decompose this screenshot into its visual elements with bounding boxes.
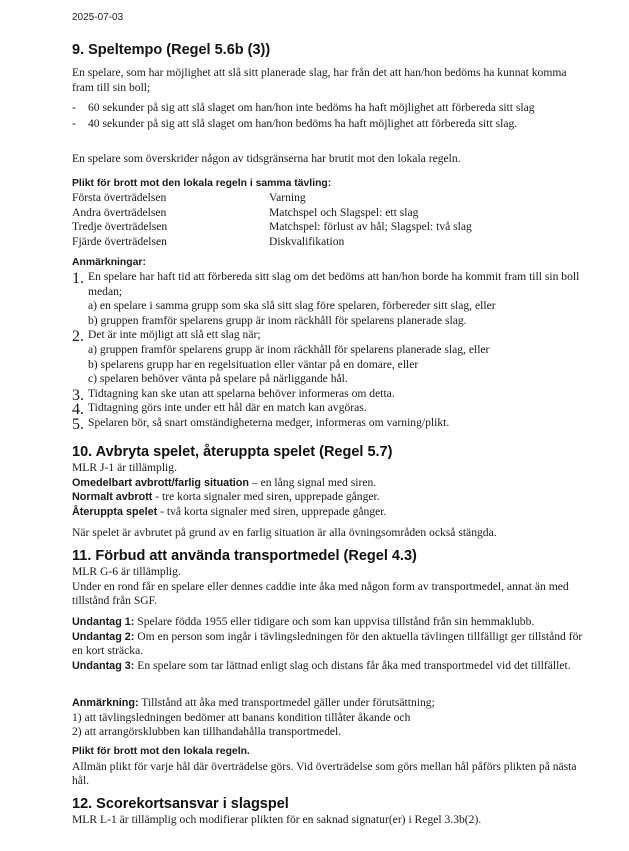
note-subitem: b) spelarens grupp har en regelsituation eller väntar på en domare, eller	[88, 357, 419, 371]
notes-heading: Anmärkningar:	[72, 257, 146, 268]
section-9-bullets	[72, 101, 587, 131]
section-10-body: MLR J-1 är tillämplig. Omedelbart avbrott/farlig situation – en lång signal med siren. Normalt avbrott - tre korta signaler med siren, upprepade gånger. Återuppta spelet - två korta signaler med siren, upprepade gånger.	[72, 461, 387, 518]
bullet-item: - 60 sekunder på sig att slå slaget om han/hon inte bedöms ha haft möjlighet att förbereda sitt slag	[72, 101, 568, 116]
section-10-heading: 10. Avbryta spelet, återuppta spelet (Regel 5.7)	[72, 444, 393, 460]
penalty-row: Andra överträdelsen Matchspel och Slagspel: ett slag	[72, 205, 419, 219]
note-subitem: c) spelaren behöver vänta på spelare på närliggande hål.	[88, 372, 348, 386]
note-item: 2. Det är inte möjligt att slå ett slag när;	[72, 328, 261, 346]
note-subitem: b) gruppen framför spelarens grupp är inom räckhåll för spelarens planerade slag.	[88, 313, 467, 327]
note-subitem: a) en spelare i samma grupp som ska slå sitt slag före spelaren, förbereder sitt slag, eller	[88, 299, 496, 313]
note-item: 5. Spelaren bör, så snart omständigheterna medger, informeras om varning/plikt.	[72, 415, 450, 433]
section-9-after: En spelare som överskrider någon av tidsgränserna har brutit mot den lokala regeln.	[72, 152, 461, 165]
section-9-intro: En spelare, som har möjlighet att slå sitt planerade slag, har från det att han/hon bedöms ha kunnat komma fram till sin boll;	[72, 66, 567, 94]
penalty-row: Tredje överträdelsen Matchspel: förlust av hål; Slagspel: två slag	[72, 220, 472, 234]
note-item: 3. Tidtagning kan ske utan att spelarna behöver informeras om detta.	[72, 386, 395, 404]
exceptions: Undantag 1: Spelare födda 1955 eller tidigare och som kan uppvisa tillstånd från sin hemmaklubb. Undantag 2: Om en person som ingår i tävlingsledningen för den aktuella tävlingen tillfälligt ger tillstånd för en kort sträcka. Undantag 3: En spelare som tar lättnad enligt slag och distans får åka med transportmedel vid det tillfället.	[72, 615, 583, 672]
note-item: 4. Tidtagning görs inte under ett hål där en match kan avgöras.	[72, 401, 367, 419]
penalty-table	[72, 191, 587, 249]
bullet-item: - 40 sekunder på sig att slå slaget om han/hon bedöms ha haft möjlighet att förbereda sitt slag.	[72, 117, 587, 132]
document-date: 2025-07-03	[72, 12, 124, 23]
notes-list	[72, 270, 587, 431]
section-11-body: MLR G-6 är tillämplig. Under en rond får en spelare eller dennes caddie inte åka med någon form av transportmedel, annat än med tillstånd från SGF.	[72, 565, 569, 608]
section-11-heading: 11. Förbud att använda transportmedel (Regel 4.3)	[72, 548, 417, 564]
section-10-after: När spelet är avbrutet på grund av en farlig situation är alla övningsområden också stängda.	[72, 526, 497, 539]
section-12-body: MLR L-1 är tillämplig och modifierar plikten för en saknad signatur(er) i Regel 3.3b(2).	[72, 813, 482, 826]
section-9-heading: 9. Speltempo (Regel 5.6b (3))	[72, 42, 271, 58]
penalty-heading: Plikt för brott mot den lokala regeln i samma tävling:	[72, 178, 332, 189]
section-11-note: Anmärkning: Tillstånd att åka med transportmedel gäller under förutsättning; 1) att tävlingsledningen bedömer att banans kondition tillåter åkande och 2) att arrangörsklubben kan tillhandahålla transportmedel.	[72, 696, 435, 739]
note-subitem: a) gruppen framför spelarens grupp är inom räckhåll för spelarens planerade slag, eller	[88, 342, 490, 356]
penalty-row: Fjärde överträdelsen Diskvalifikation	[72, 234, 345, 248]
penalty-row: Första överträdelsen Varning	[72, 191, 306, 204]
section-11-penalty: Plikt för brott mot den lokala regeln. Allmän plikt för varje hål där överträdelse görs. Vid överträdelse som görs mellan hål påförs plikten på nästa hål.	[72, 746, 577, 788]
note-item: 1. En spelare har haft tid att förbereda sitt slag om det bedöms att han/hon borde ha kommit fram till sin boll medan;	[72, 270, 580, 298]
section-12-heading: 12. Scorekortsansvar i slagspel	[72, 796, 289, 812]
